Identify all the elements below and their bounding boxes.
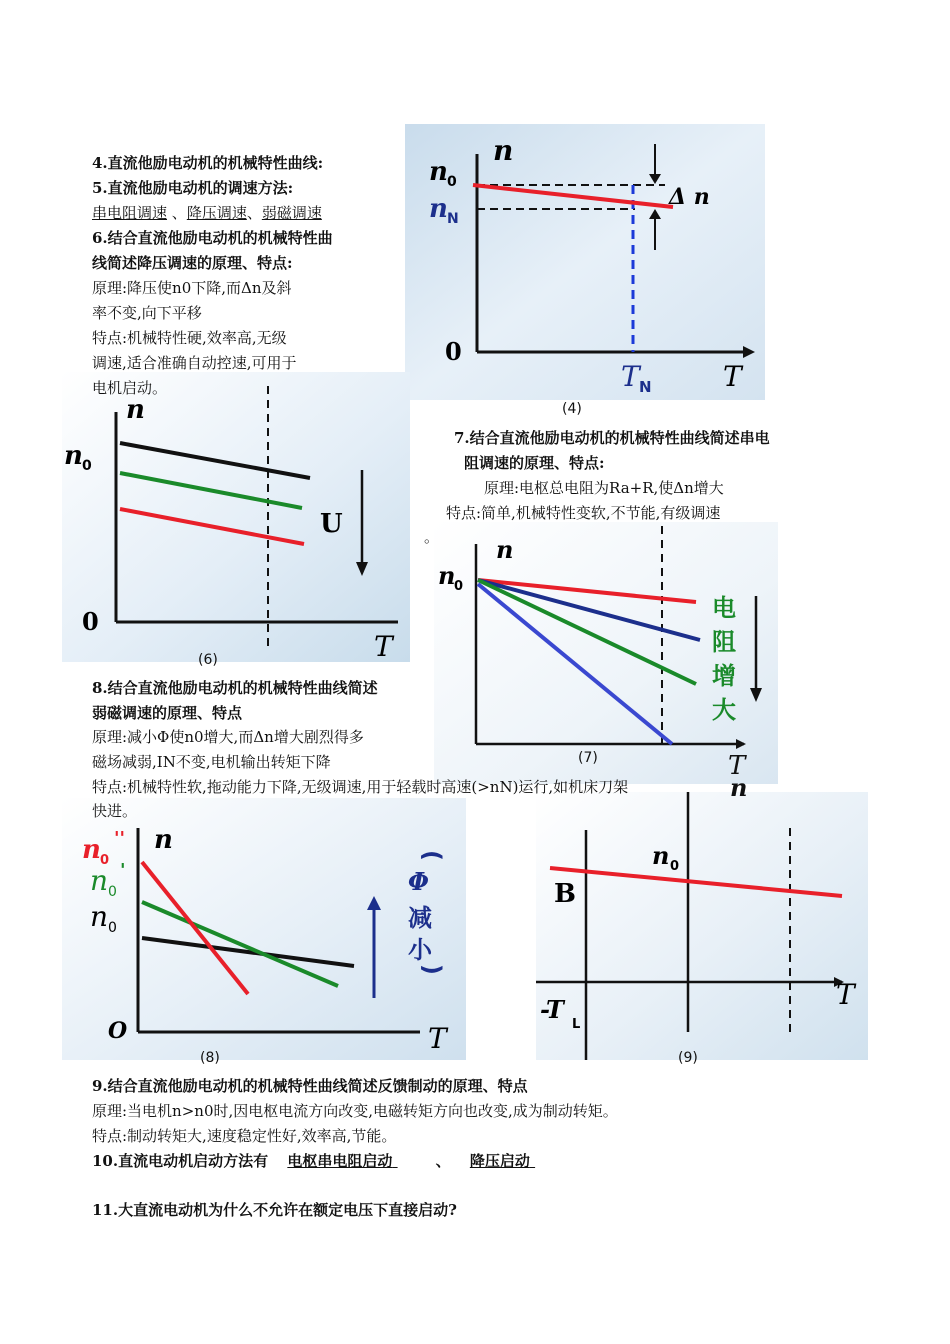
answer-10-item-2: 降压启动 [469,1152,530,1170]
question-10-text: 10.直流电动机启动方法有 [92,1152,269,1170]
figure-9 [536,792,868,1060]
n-axis-label: n [126,395,145,425]
n0-label: n [438,561,456,590]
figure-9-n-label: n [730,773,748,802]
n0-label: n [652,841,670,870]
label-char-3: 增 [712,662,736,690]
answer-10-item-1: 电枢串电阻启动 [287,1152,393,1170]
T-axis-label: T [836,978,855,1011]
origin-label: 0 [445,337,462,366]
n0pp-label-sub: 0 [100,853,110,868]
feature-7: 特点:简单,机械特性变软,不节能,有级调速 [446,504,721,522]
phi-label-symbol: Φ [408,867,429,896]
principle-6-line-2: 率不变,向下平移 [92,304,202,322]
feature-6-line-2: 调速,适合准确自动控速,可用于 [92,354,297,372]
question-7-line-2: 阻调速的原理、特点: [464,454,605,472]
question-8-line-2: 弱磁调速的原理、特点 [92,704,243,722]
principle-7: 原理:电枢总电阻为Ra+R,使Δn增大 [484,479,724,497]
n0-label: n [90,900,109,933]
answer-5-item-2: 降压调速 [186,204,247,222]
answer-10-sep: 、 [435,1152,451,1170]
n0p-label-sub: 0 [108,884,117,900]
figure-background [62,372,410,662]
question-11: 11.大直流电动机为什么不允许在额定电压下直接启动? [92,1201,457,1219]
answer-10-spacer-2 [530,1152,535,1170]
figure-9-caption: (9) [678,1050,698,1066]
nN-label-sub: N [447,211,459,227]
question-9: 9.结合直流他励电动机的机械特性曲线简述反馈制动的原理、特点 [92,1077,528,1095]
TL-label-sub: L [572,1017,581,1032]
answer-5-sep-2: 、 [246,204,262,222]
question-5: 5.直流他励电动机的调速方法: [92,179,294,197]
delta-n-label: Δ n [669,184,710,210]
principle-8-line-1: 原理:减小Φ使n0增大,而Δn增大剧烈得多 [92,728,364,746]
TN-label-sub: N [639,378,652,396]
feature-6-line-1: 特点:机械特性硬,效率高,无级 [92,329,287,347]
question-4: 4.直流他励电动机的机械特性曲线: [92,154,324,172]
origin-label: O [108,1018,128,1044]
phi-label-group [418,850,446,861]
n0-label-sub: 0 [108,920,117,936]
figure-7-T-label: T [728,751,746,781]
feature-7-tail: 。 [424,528,440,546]
figure-7 [434,522,778,784]
phi-label-char-2: 小 [408,936,432,964]
feature-8-line-2: 快进。 [92,802,138,820]
phi-label-open: ( [418,850,446,861]
TL-label: -T [540,995,564,1024]
n0-label: n [429,157,448,187]
figure-4 [405,124,765,400]
figure-8 [62,798,466,1060]
B-point-label: B [554,879,576,909]
nN-label: n [429,194,448,224]
label-char-1: 电 [712,594,736,622]
answer-5-sep-1: 、 [171,204,187,222]
answer-5-item-1: 串电阻调速 [92,204,168,222]
question-6-line-2: 线简述降压调速的原理、特点: [92,254,293,272]
T-axis-label: T [374,630,393,662]
phi-label-close: ) [418,964,446,975]
n0p-label-sup: ' [120,860,126,881]
label-char-2: 阻 [712,628,736,656]
n-axis-label: n [496,535,514,564]
phi-label-char-1: 减 [408,904,432,932]
n0p-label: n [90,864,109,897]
feature-6-line-3: 电机启动。 [92,379,168,397]
n0-label: n [64,441,83,471]
feature-9: 特点:制动转矩大,速度稳定性好,效率高,节能。 [92,1127,397,1145]
phi-label-close-group [418,964,446,975]
question-7-line-1: 7.结合直流他励电动机的机械特性曲线简述串电 [454,429,770,447]
figure-6-caption: (6) [198,652,218,668]
figure-7-caption: (7) [578,750,598,766]
n0-label-sub: 0 [447,174,457,190]
figure-4-caption: (4) [562,401,582,417]
principle-6-line-1: 原理:降压使n0下降,而Δn及斜 [92,279,292,297]
answer-5-item-3: 弱磁调速 [261,204,322,222]
T-axis-label: T [723,360,742,393]
figure-6 [62,372,410,662]
question-6-line-1: 6.结合直流他励电动机的机械特性曲 [92,229,333,247]
n0pp-label: n [82,835,101,865]
principle-8-line-2: 磁场减弱,IN不变,电机输出转矩下降 [92,753,331,771]
question-8-line-1: 8.结合直流他励电动机的机械特性曲线简述 [92,679,378,697]
feature-8-line-1: 特点:机械特性软,拖动能力下降,无级调速,用于轻载时高速(>nN)运行,如机床刀架 [92,778,629,796]
label-char-4: 大 [712,696,736,724]
n0-label-sub: 0 [454,579,464,594]
T-axis-label: T [428,1022,447,1055]
answer-5 [92,203,322,223]
figure-8-caption: (8) [200,1050,220,1066]
n-axis-label: n [154,825,173,855]
principle-9: 原理:当电机n>n0时,因电枢电流方向改变,电磁转矩方向也改变,成为制动转矩。 [92,1102,618,1120]
TN-label: T [621,360,640,393]
n-axis-label: n [493,134,514,167]
origin-label: 0 [82,607,99,636]
n0-label-sub: 0 [670,859,680,874]
answer-10-spacer [392,1151,418,1171]
n0-label-sub: 0 [82,458,92,474]
n0pp-label-sup: '' [114,828,126,849]
U-label: U [320,509,343,539]
question-10 [92,1151,535,1171]
